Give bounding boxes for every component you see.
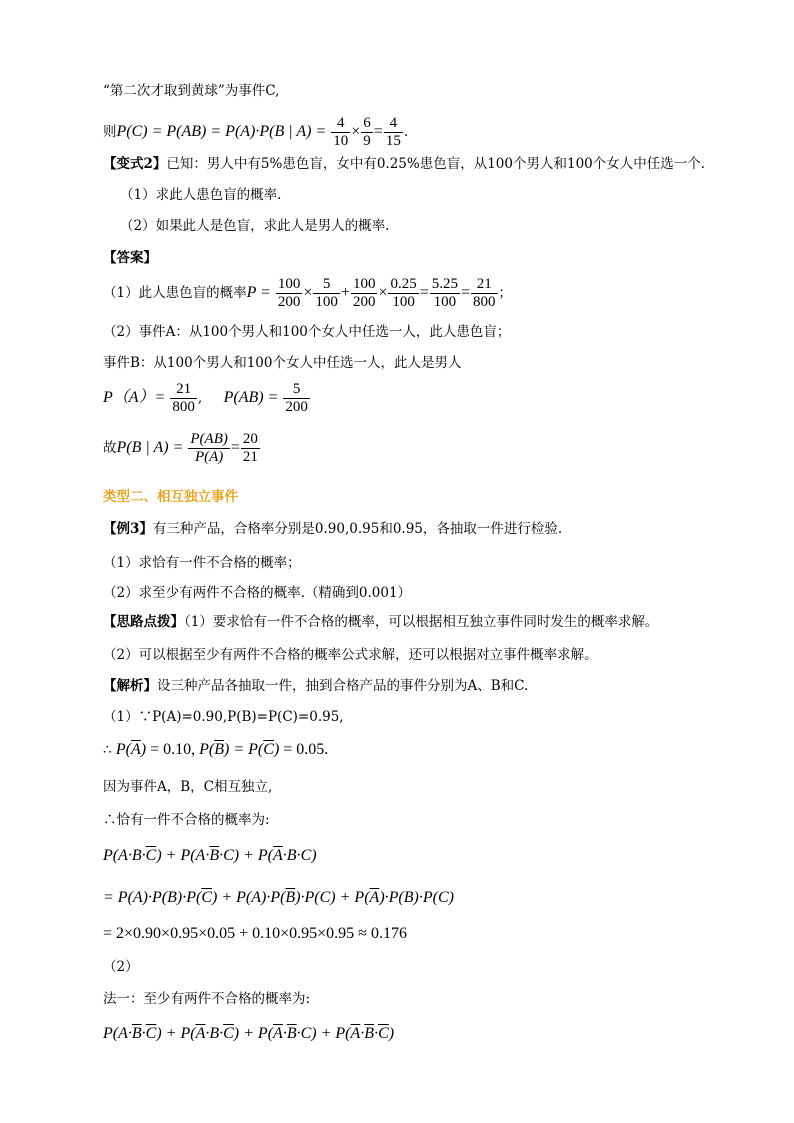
answer-1-prefix: （1）此人患色盲的概率: [103, 285, 247, 301]
fraction: $\frac{100}{200}$: [352, 276, 376, 310]
fraction: $\frac{6}{9}$: [363, 115, 371, 149]
exactly-one-label: ∴恰有一件不合格的概率为:: [103, 812, 270, 828]
example3-label: 【例3】: [103, 521, 153, 537]
fraction: $\frac{4}{10}$: [333, 115, 349, 149]
variant2-q2: （2）如果此人是色盲，求此人是男人的概率.: [120, 218, 390, 234]
variant2-text: 已知：男人中有5%患色盲，女中有0.25%患色盲，从100个男人和100个女人中任选一个.: [166, 156, 706, 172]
analysis-label: 【解析】: [103, 678, 157, 694]
example3-q1: （1）求恰有一件不合格的概率；: [103, 555, 301, 571]
formula-pc: 则P(C) = P(AB) = P(A)·P(B | A) = $\frac{4}{10}$ × $\frac{6}{9}$ = $\frac{4}{15}$ .: [103, 115, 409, 149]
hint-2: （2）可以根据至少有两件不合格的概率公式求解，还可以根据对立事件概率求解。: [103, 647, 598, 663]
conclusion-formula: 故P(B | A) = $\frac{P(AB)}{P(A)}$ = $\frac{20}{21}$: [103, 431, 258, 465]
example3-q2: （2）求至少有两件不合格的概率.（精确到0.001）: [103, 585, 412, 601]
fraction: $\frac{4}{15}$: [385, 115, 401, 149]
variant2-question: [103, 155, 705, 173]
formula-expr: P(C) = P(AB) = P(A)·P(B | A) =: [116, 123, 331, 140]
fraction: $\frac{100}{200}$: [277, 276, 301, 310]
variant2-q1: （1）求此人患色盲的概率.: [120, 187, 282, 203]
fraction: $\frac{21}{800}$: [473, 276, 496, 310]
exactly-one-result: = 2×0.90×0.95×0.05 + 0.10×0.95×0.95 ≈ 0.176: [103, 925, 407, 942]
fraction: $\frac{20}{21}$: [242, 431, 258, 465]
fraction: $\frac{P(AB)}{P(A)}$: [190, 431, 228, 465]
independence-statement: 因为事件A，B，C相互独立,: [103, 779, 273, 795]
at-least-two-expression: $P(A\cdot\overline{B}\cdot\overline{C}) + P(\overline{A}\cdot B\cdot\overline{C}) + P(\overline{A}\cdot\overline{B}\cdot C) + P(\overline{A}\cdot\overline{B}\cdot\overline{C})$: [103, 1025, 395, 1042]
analysis-given: （1）∵P(A)=0.90,P(B)=P(C)=0.95,: [103, 709, 344, 725]
answer-2-event-a: （2）事件A：从100个男人和100个女人中任选一人，此人患色盲；: [103, 324, 511, 340]
exactly-one-expansion: = $P(A)\cdot P(B)\cdot P(\overline{C}) + P(A)\cdot P(\overline{B})\cdot P(C) + P(\overline{A})\cdot P(B)\cdot P(C)$: [103, 889, 454, 906]
formula-prefix: 则: [103, 124, 117, 140]
analysis-intro: 【解析】设三种产品各抽取一件，抽到合格产品的事件分别为A、B和C.: [103, 678, 529, 694]
section-heading: 类型二、相互独立事件: [103, 489, 238, 505]
fraction: $\frac{5}{100}$: [315, 276, 338, 310]
probability-values: P（A）= $\frac{21}{800}$ , P(AB) = $\frac{5}{200}$: [103, 381, 308, 415]
answer-2-event-b: 事件B：从100个男人和100个女人中任选一人，此人是男人: [103, 355, 462, 371]
method1-label: 法一：至少有两件不合格的概率为:: [103, 991, 311, 1007]
fraction: $\frac{0.25}{100}$: [390, 276, 417, 310]
variant2-label: 【变式2】: [103, 156, 167, 172]
example3-question: 【例3】有三种产品，合格率分别是0.90,0.95和0.95，各抽取一件进行检验.: [103, 521, 563, 537]
answer-label: 【答案】: [103, 250, 157, 266]
fraction: $\frac{21}{800}$: [172, 381, 195, 415]
exactly-one-expression: $P(A\cdot B\cdot\overline{C}) + P(A\cdot\overline{B}\cdot C) + P(\overline{A}\cdot B\cdot C)$: [103, 847, 317, 864]
event-c-line: “第二次才取到黄球”为事件C,: [103, 83, 280, 99]
fraction: $\frac{5}{200}$: [285, 381, 308, 415]
hint-1: 【思路点拨】（1）要求恰有一件不合格的概率，可以根据相互独立事件同时发生的概率求解。: [103, 614, 659, 630]
hint-label: 【思路点拨】: [103, 614, 184, 630]
complement-probabilities: ∴ $P(\overline{A}) = 0.10$, $P(\overline{B}) = P(\overline{C}) = 0.05$.: [103, 741, 329, 758]
fraction: $\frac{5.25}{100}$: [431, 276, 458, 310]
part2-label: （2）: [103, 959, 139, 975]
answer-1: （1）此人患色盲的概率P = $\frac{100}{200}$ × $\frac{5}{100}$ + $\frac{100}{200}$ × $\frac{0.25}{100}$ = $\frac{5.25}{100}$ = $\frac{21}{800}$ ；: [103, 276, 513, 310]
